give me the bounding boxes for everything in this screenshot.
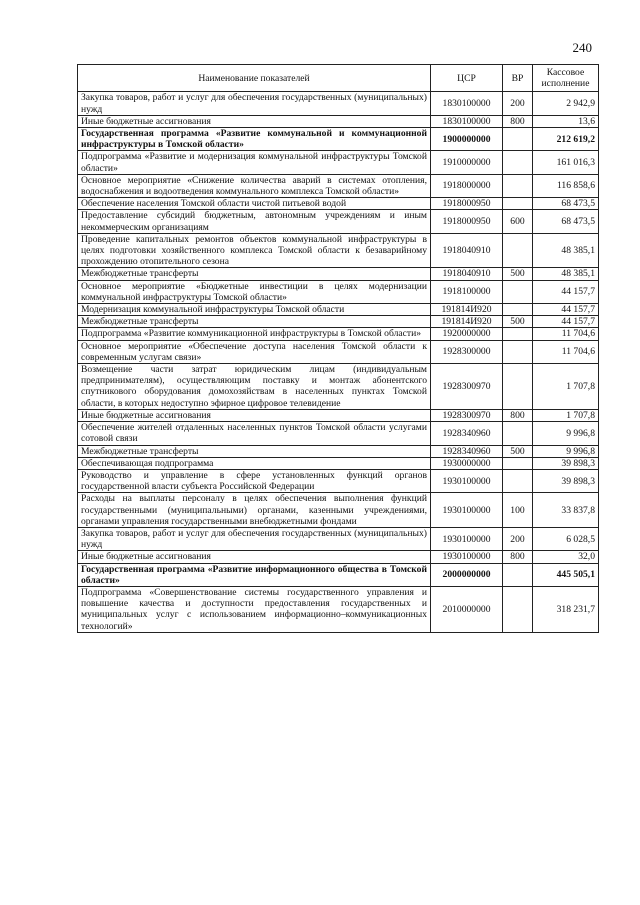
row-csr-cell: 1928340960 — [431, 445, 503, 457]
table-row — [78, 233, 599, 268]
table-row — [78, 457, 599, 469]
header-vr: ВР — [503, 65, 533, 92]
row-vr-cell — [503, 174, 533, 197]
table-row — [78, 151, 599, 174]
row-csr-cell: 1910000000 — [431, 151, 503, 174]
table-row — [78, 551, 599, 563]
row-name-cell: Основное мероприятие «Обеспечение доступа населения Томской области к современным услугам связи» — [78, 340, 431, 363]
row-name-cell: Обеспечивающая подпрограмма — [78, 457, 431, 469]
row-vr-cell — [503, 304, 533, 316]
row-csr-cell: 1830100000 — [431, 115, 503, 127]
table-row — [78, 493, 599, 528]
table-row — [78, 328, 599, 340]
row-amount-cell: 11 704,6 — [533, 328, 599, 340]
row-amount-cell: 48 385,1 — [533, 268, 599, 280]
row-name-cell: Закупка товаров, работ и услуг для обеспечения государственных (муниципальных) нужд — [78, 527, 431, 550]
row-vr-cell: 800 — [503, 115, 533, 127]
table-row — [78, 316, 599, 328]
row-csr-cell: 1930100000 — [431, 551, 503, 563]
row-vr-cell — [503, 364, 533, 410]
row-name-cell: Подпрограмма «Развитие и модернизация коммунальной инфраструктуры Томской области» — [78, 151, 431, 174]
row-csr-cell: 1930100000 — [431, 527, 503, 550]
row-csr-cell: 1918000000 — [431, 174, 503, 197]
row-name-cell: Государственная программа «Развитие коммунальной и коммунационной инфраструктуры в Томской области» — [78, 128, 431, 151]
row-amount-cell: 33 837,8 — [533, 493, 599, 528]
row-vr-cell — [503, 128, 533, 151]
row-name-cell: Модернизация коммунальной инфраструктуры Томской области — [78, 304, 431, 316]
table-header-row — [78, 65, 599, 92]
row-amount-cell: 1 707,8 — [533, 409, 599, 421]
row-amount-cell: 39 898,3 — [533, 457, 599, 469]
row-csr-cell: 1900000000 — [431, 128, 503, 151]
header-amount: Кассовое исполнение — [533, 65, 599, 92]
row-amount-cell: 44 157,7 — [533, 304, 599, 316]
row-name-cell: Закупка товаров, работ и услуг для обеспечения государственных (муниципальных) нужд — [78, 92, 431, 115]
row-name-cell: Основное мероприятие «Снижение количества аварий в системах отопления, водоснабжения и водоотведения коммунального комплекса Томской области» — [78, 174, 431, 197]
row-name-cell: Иные бюджетные ассигнования — [78, 551, 431, 563]
budget-execution-table — [77, 64, 599, 633]
row-csr-cell: 2000000000 — [431, 563, 503, 586]
row-amount-cell: 11 704,6 — [533, 340, 599, 363]
row-vr-cell — [503, 422, 533, 445]
row-amount-cell: 44 157,7 — [533, 280, 599, 303]
row-vr-cell: 800 — [503, 551, 533, 563]
row-csr-cell: 191814И920 — [431, 316, 503, 328]
row-name-cell: Предоставление субсидий бюджетным, автономным учреждениям и иным некоммерческим организациям — [78, 210, 431, 233]
table-row — [78, 304, 599, 316]
table-row — [78, 422, 599, 445]
row-vr-cell — [503, 151, 533, 174]
row-vr-cell — [503, 198, 533, 210]
row-vr-cell: 200 — [503, 527, 533, 550]
row-csr-cell: 1918040910 — [431, 268, 503, 280]
row-name-cell: Подпрограмма «Развитие коммуникационной инфраструктуры в Томской области» — [78, 328, 431, 340]
row-amount-cell: 445 505,1 — [533, 563, 599, 586]
row-csr-cell: 1918000950 — [431, 210, 503, 233]
row-vr-cell — [503, 280, 533, 303]
table-row — [78, 268, 599, 280]
row-name-cell: Иные бюджетные ассигнования — [78, 409, 431, 421]
row-vr-cell: 100 — [503, 493, 533, 528]
row-csr-cell: 1920000000 — [431, 328, 503, 340]
row-vr-cell: 600 — [503, 210, 533, 233]
row-amount-cell: 9 996,8 — [533, 445, 599, 457]
row-amount-cell: 116 858,6 — [533, 174, 599, 197]
row-name-cell: Государственная программа «Развитие информационного общества в Томской области» — [78, 563, 431, 586]
row-amount-cell: 39 898,3 — [533, 469, 599, 492]
row-amount-cell: 44 157,7 — [533, 316, 599, 328]
row-csr-cell: 1918040910 — [431, 233, 503, 268]
row-amount-cell: 68 473,5 — [533, 210, 599, 233]
row-csr-cell: 191814И920 — [431, 304, 503, 316]
row-vr-cell: 500 — [503, 445, 533, 457]
row-csr-cell: 1928340960 — [431, 422, 503, 445]
row-amount-cell: 2 942,9 — [533, 92, 599, 115]
table-row — [78, 280, 599, 303]
row-name-cell: Обеспечение жителей отдаленных населенных пунктов Томской области услугами сотовой связи — [78, 422, 431, 445]
table-row — [78, 563, 599, 586]
table-row — [78, 445, 599, 457]
row-csr-cell: 1928300000 — [431, 340, 503, 363]
table-row — [78, 340, 599, 363]
row-vr-cell: 500 — [503, 316, 533, 328]
table-row — [78, 409, 599, 421]
row-csr-cell: 1930100000 — [431, 469, 503, 492]
row-vr-cell — [503, 469, 533, 492]
row-vr-cell — [503, 586, 533, 632]
row-csr-cell: 1918000950 — [431, 198, 503, 210]
row-amount-cell: 161 016,3 — [533, 151, 599, 174]
row-csr-cell: 1928300970 — [431, 364, 503, 410]
row-amount-cell: 9 996,8 — [533, 422, 599, 445]
row-vr-cell — [503, 457, 533, 469]
row-name-cell: Межбюджетные трансферты — [78, 445, 431, 457]
header-name: Наименование показателей — [78, 65, 431, 92]
row-name-cell: Межбюджетные трансферты — [78, 268, 431, 280]
row-csr-cell: 1930000000 — [431, 457, 503, 469]
row-csr-cell: 1930100000 — [431, 493, 503, 528]
table-row — [78, 128, 599, 151]
row-name-cell: Расходы на выплаты персоналу в целях обеспечения выполнения функций государственными (муниципальными) органами, казенными учреждениями, органами управления государственными внебюджетными фондами — [78, 493, 431, 528]
row-vr-cell — [503, 340, 533, 363]
row-amount-cell: 6 028,5 — [533, 527, 599, 550]
row-csr-cell: 1928300970 — [431, 409, 503, 421]
table-body — [78, 92, 599, 632]
row-vr-cell: 500 — [503, 268, 533, 280]
table-row — [78, 469, 599, 492]
row-name-cell: Подпрограмма «Совершенствование системы государственного управления и повышение качества и доступности предоставления государственных и муниципальных услуг с использованием информационно–коммуникационных технологий» — [78, 586, 431, 632]
row-amount-cell: 32,0 — [533, 551, 599, 563]
row-csr-cell: 2010000000 — [431, 586, 503, 632]
row-vr-cell — [503, 233, 533, 268]
header-csr: ЦСР — [431, 65, 503, 92]
table-row — [78, 115, 599, 127]
row-name-cell: Возмещение части затрат юридическим лицам (индивидуальным предпринимателям), осуществляющим поставку и монтаж абонентского спутникового оборудования домохозяйствам в населенных пунктах Томской области, в которых недоступно эфирное цифровое телевидение — [78, 364, 431, 410]
row-csr-cell: 1918100000 — [431, 280, 503, 303]
table-row — [78, 586, 599, 632]
row-name-cell: Межбюджетные трансферты — [78, 316, 431, 328]
table-row — [78, 174, 599, 197]
table-row — [78, 527, 599, 550]
row-amount-cell: 68 473,5 — [533, 198, 599, 210]
row-name-cell: Иные бюджетные ассигнования — [78, 115, 431, 127]
table-row — [78, 92, 599, 115]
table-row — [78, 210, 599, 233]
row-vr-cell — [503, 328, 533, 340]
row-vr-cell — [503, 563, 533, 586]
row-amount-cell: 48 385,1 — [533, 233, 599, 268]
row-amount-cell: 1 707,8 — [533, 364, 599, 410]
page-number: 240 — [572, 40, 592, 55]
table-row — [78, 198, 599, 210]
table-row — [78, 364, 599, 410]
row-vr-cell: 800 — [503, 409, 533, 421]
row-name-cell: Проведение капитальных ремонтов объектов коммунальной инфраструктуры в целях подготовки хозяйственного комплекса Томской области к безаварийному прохождению отопительного сезона — [78, 233, 431, 268]
row-amount-cell: 212 619,2 — [533, 128, 599, 151]
row-name-cell: Руководство и управление в сфере установленных функций органов государственной власти субъекта Российской Федерации — [78, 469, 431, 492]
row-csr-cell: 1830100000 — [431, 92, 503, 115]
row-amount-cell: 318 231,7 — [533, 586, 599, 632]
row-name-cell: Обеспечение населения Томской области чистой питьевой водой — [78, 198, 431, 210]
row-amount-cell: 13,6 — [533, 115, 599, 127]
row-name-cell: Основное мероприятие «Бюджетные инвестиции в целях модернизации коммунальной инфраструктуры Томской области» — [78, 280, 431, 303]
row-vr-cell: 200 — [503, 92, 533, 115]
